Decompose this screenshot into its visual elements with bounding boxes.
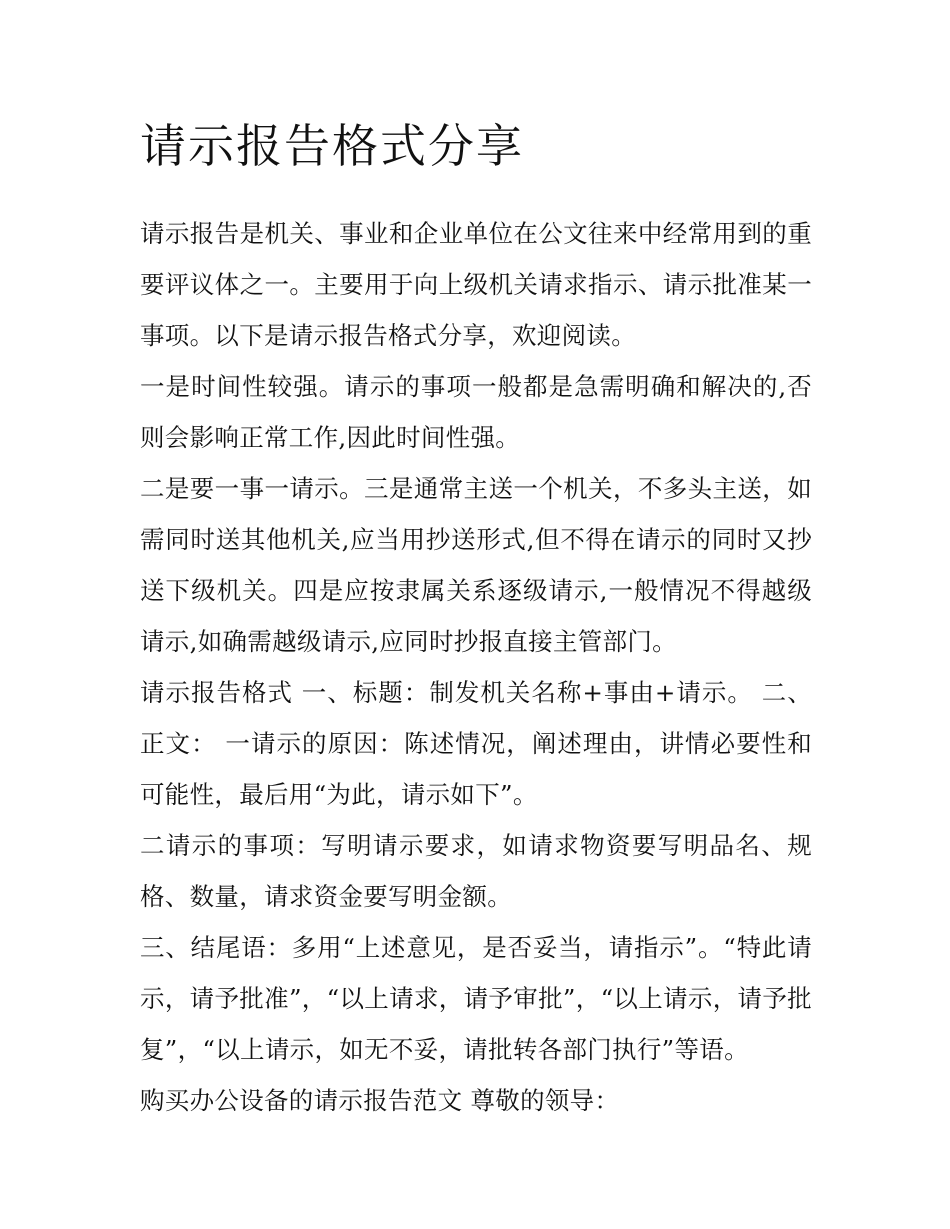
paragraph-point-two: 二是要一事一请示。三是通常主送一个机关，不多头主送，如需同时送其他机关,应当用抄送形式,但不得在请示的同时又抄送下级机关。四是应按隶属关系逐级请示,一般情况不得越级请示,如确需越级请示,应同时抄报直接主管部门。	[140, 474, 812, 656]
paragraph-point-one: 一是时间性较强。请示的事项一般都是急需明确和解决的,否则会影响正常工作,因此时间性强。	[140, 372, 812, 452]
paragraph-format: 请示报告格式 一、标题：制发机关名称+事由+请示。 二、正文： 一请示的原因：陈述情况，阐述理由，讲情必要性和可能性，最后用“为此，请示如下”。	[140, 678, 812, 809]
document-title: 请示报告格式分享	[140, 119, 524, 173]
document-page	[140, 118, 812, 1126]
paragraph-sample-heading: 购买办公设备的请示报告范文 尊敬的领导：	[140, 1086, 620, 1115]
paragraph-matters: 二请示的事项：写明请示要求，如请求物资要写明品名、规格、数量，请求资金要写明金额。	[140, 831, 812, 911]
paragraph-closing: 三、结尾语：多用“上述意见，是否妥当，请指示”。“特此请示，请予批准”，“以上请求，请予审批”，“以上请示，请予批复”，“以上请示，如无不妥，请批转各部门执行”等语。	[140, 933, 812, 1064]
paragraph-intro: 请示报告是机关、事业和企业单位在公文往来中经常用到的重要评议体之一。主要用于向上级机关请求指示、请示批准某一事项。以下是请示报告格式分享，欢迎阅读。	[140, 219, 812, 350]
